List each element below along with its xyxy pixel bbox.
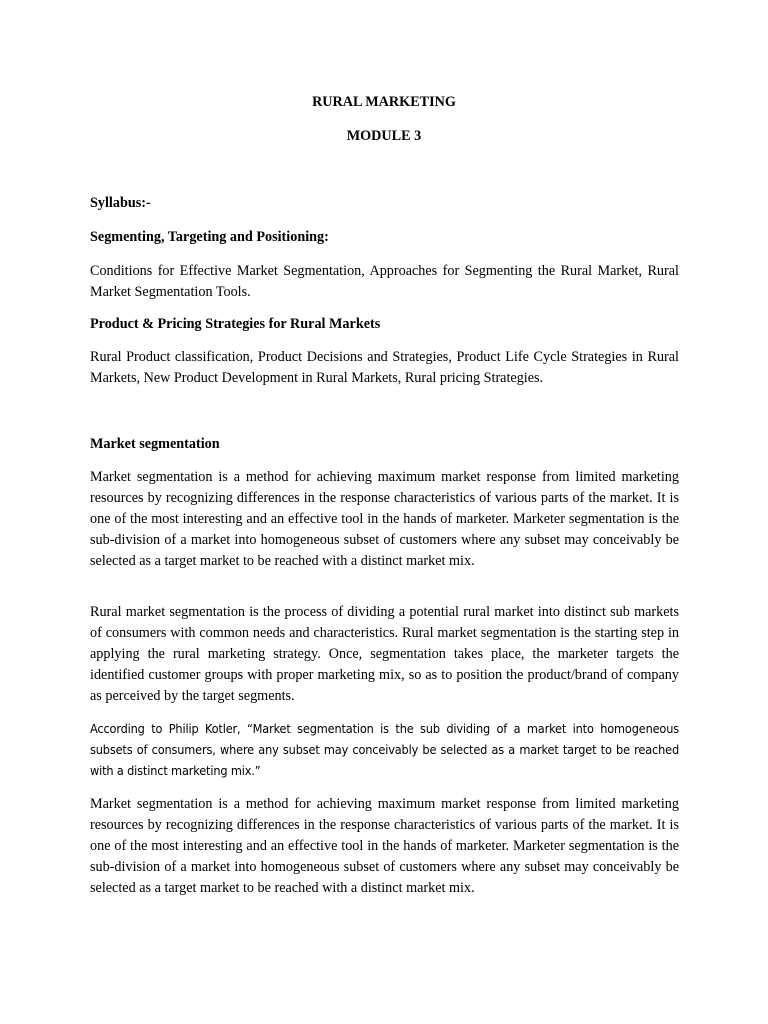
pricing-heading: Product & Pricing Strategies for Rural Markets [90,316,381,332]
document-title: RURAL MARKETING [312,94,456,110]
segmentation-paragraph-2: Rural market segmentation is the process of dividing a potential rural market into distinct sub markets of consumers with common needs and characteristics. Rural market segmentation is the starting step in applying the rural marketing strategy. Once, segmentation takes place, the marketer targets the identified customer groups with proper marketing mix, so as to position the product/brand of company as perceived by the target segments. [90,604,679,704]
segmentation-paragraph-1: Market segmentation is a method for achieving maximum market response from limited marketing resources by recognizing differences in the response characteristics of various parts of the market. It is one of the most interesting and an effective tool in the hands of marketer. Marketer segmentation is the sub-division of a market into homogeneous subset of customers where any subset may conceivably be selected as a target market to be reached with a distinct market mix. [90,469,679,569]
syllabus-heading: Syllabus:- [90,195,151,211]
kotler-quote-paragraph: According to Philip Kotler, “Market segmentation is the sub dividing of a market into homogeneous subsets of consumers, where any subset may conceivably be selected as a market target to be reached with a distinct marketing mix.” [90,721,679,778]
stp-heading: Segmenting, Targeting and Positioning: [90,229,329,245]
module-label: MODULE 3 [346,128,422,144]
segmentation-paragraph-3: Market segmentation is a method for achieving maximum market response from limited marketing resources by recognizing differences in the response characteristics of various parts of the market. It is one of the most interesting and an effective tool in the hands of marketer. Marketer segmentation is the sub-division of a market into homogeneous subset of customers where any subset may conceivably be selected as a target market to be reached with a distinct market mix. [90,796,679,896]
segmentation-heading: Market segmentation [90,436,220,452]
stp-text: Conditions for Effective Market Segmentation, Approaches for Segmenting the Rural Market, Rural Market Segmentation Tools. [90,263,679,300]
pricing-text: Rural Product classification, Product Decisions and Strategies, Product Life Cycle Strategies in Rural Markets, New Product Development in Rural Markets, Rural pricing Strategies. [90,349,679,386]
